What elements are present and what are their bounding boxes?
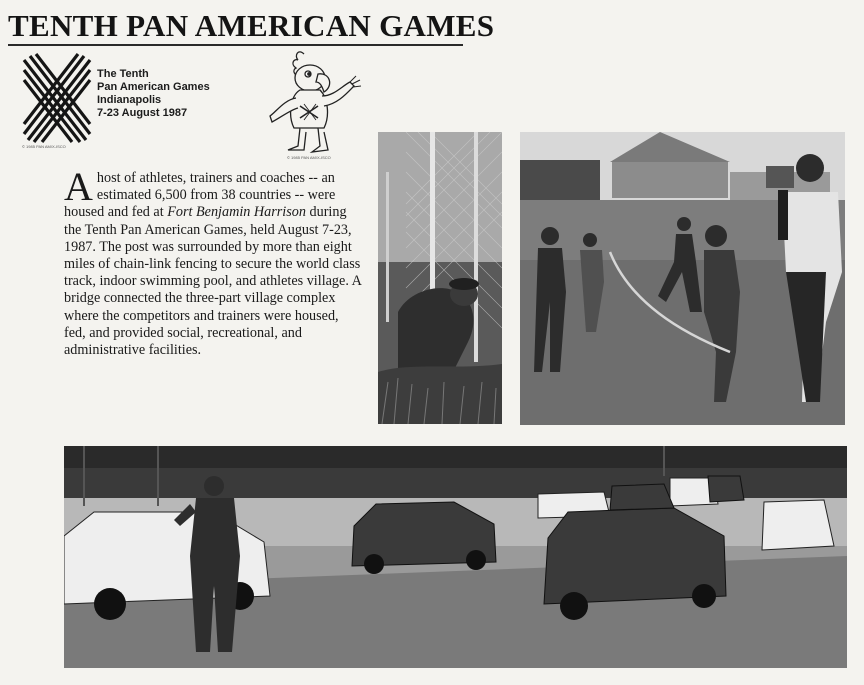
article-text-end: during the Tenth Pan American Games, held August 7-23, 1987. The post was surrounded by more than eight miles of chain-link fencing to secure the world class track, indoor swimming pool, and athletes village. A bridge connected the three-part village complex where the competitors and trainers were housed, fed, and provided social, recreational, and administrative facilities. — [64, 204, 362, 359]
games-info-line: Pan American Games — [97, 81, 210, 93]
games-info-line: 7-23 August 1987 — [97, 107, 188, 119]
games-info-line: Indianapolis — [97, 94, 162, 106]
games-info-line: The Tenth — [97, 68, 149, 80]
article-body — [64, 164, 362, 359]
logo-caption: © 1985 PAN AM/X-ISCO — [22, 144, 66, 149]
games-info-block — [97, 68, 210, 120]
pan-am-games-x-logo-icon — [22, 52, 92, 144]
mascot-caption: © 1985 PAN AM/X-ISCO — [287, 155, 331, 160]
article-text-start: host of athletes, trainers and coaches -- an estimated 6,500 from 38 countries -- were housed and fed at — [64, 170, 336, 221]
drop-cap: A — [64, 164, 93, 209]
place-name: Fort Benjamin Harrison — [167, 204, 306, 221]
soldier-installing-fence-photo — [378, 132, 502, 424]
page-title: TENTH PAN AMERICAN GAMES — [8, 8, 495, 43]
soldier-directing-traffic-photo — [64, 446, 847, 668]
parrot-mascot-icon — [264, 46, 364, 164]
children-running-with-torch-photo — [520, 132, 845, 425]
title-divider — [8, 44, 463, 46]
